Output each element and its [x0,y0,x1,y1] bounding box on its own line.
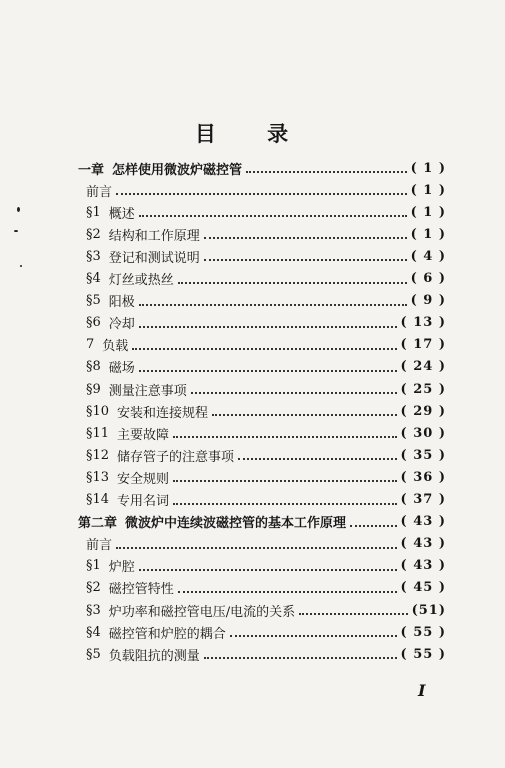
entry-page-number: (51) [411,602,446,618]
section-number: §1 [86,558,101,574]
section-number: §2 [86,226,101,242]
section-number: §2 [86,580,101,596]
toc-entry [86,533,446,555]
toc-entry [86,179,446,201]
dot-leader [139,370,397,372]
toc-entry [86,201,446,223]
entry-title: 登记和测试说明 [108,250,200,266]
entry-page-number: ( 43 ) [400,536,446,552]
dot-leader [139,215,407,217]
toc-entry [86,312,446,334]
entry-title: 安装和连接规程 [117,405,209,421]
dot-leader [350,525,397,527]
toc-entry [86,621,446,643]
toc-entry [86,466,446,488]
entry-title: 储存管子的注意事项 [117,449,235,465]
entry-title: 前言 [86,538,113,554]
entry-title: 结构和工作原理 [108,228,200,244]
entry-page-number: ( 30 ) [400,425,446,441]
entry-page-number: ( 45 ) [400,580,446,596]
section-number: §3 [86,602,101,618]
page-title: 目 录 [194,121,311,146]
section-number: §3 [86,248,101,264]
entry-page-number: ( 29 ) [400,403,446,419]
toc-entry [86,356,446,378]
dot-leader [191,392,397,394]
section-number: §1 [86,204,101,220]
entry-page-number: ( 36 ) [400,469,446,485]
dot-leader [139,326,397,328]
dot-leader [139,569,397,571]
entry-page-number: ( 55 ) [400,624,446,640]
entry-title: 负载阻抗的测量 [108,648,200,664]
section-number: §6 [86,315,101,331]
section-number: §5 [86,293,101,309]
dot-leader [246,171,407,173]
entry-title: 冷却 [108,317,135,333]
entry-title: 炉功率和磁控管电压/电流的关系 [108,604,296,620]
toc-entry [86,223,446,245]
section-number: §4 [86,271,101,286]
toc-entry [86,489,446,511]
scan-speck [17,207,20,212]
scan-speck [14,230,18,232]
section-number: §12 [86,447,110,463]
dot-leader [204,259,407,261]
entry-title: 磁场 [108,361,135,377]
entry-title: 概述 [108,206,135,222]
dot-leader [230,635,397,637]
toc-entry [86,422,446,444]
toc-entry [78,511,446,533]
entry-title: 主要故障 [117,427,170,443]
entry-page-number: ( 1 ) [410,226,446,242]
entry-title: 安全规则 [117,471,170,487]
toc-entry [86,643,446,665]
dot-leader [116,547,397,549]
dot-leader [132,348,396,350]
toc-entry [86,444,446,466]
entry-page-number: ( 1 ) [410,160,446,176]
entry-title: 专用名词 [117,494,170,509]
toc-entry [86,555,446,577]
dot-leader [173,503,396,505]
dot-leader [116,193,407,195]
entry-page-number: ( 25 ) [400,381,446,397]
entry-page-number: ( 6 ) [410,271,446,286]
section-number: §13 [86,469,110,485]
toc-entry [86,334,446,356]
section-number: 第二章 [78,516,118,532]
entry-title: 负载 [102,339,129,355]
toc-entry [86,290,446,312]
entry-page-number: ( 1 ) [410,204,446,220]
section-number: §4 [86,624,101,640]
section-number: §8 [86,359,101,375]
entry-page-number: ( 55 ) [400,646,446,662]
entry-title: 怎样使用微波炉磁控管 [112,162,243,178]
section-number: 一章 [78,162,105,178]
entry-title: 灯丝或热丝 [108,273,174,288]
entry-page-number: ( 24 ) [400,359,446,375]
entry-page-number: ( 43 ) [400,514,446,530]
entry-page-number: ( 17 ) [400,337,446,353]
dot-leader [173,436,396,438]
entry-title: 微波炉中连续波磁控管的基本工作原理 [125,516,347,532]
entry-title: 磁控管和炉腔的耦合 [108,626,226,642]
toc-entry [86,268,446,290]
section-number: §14 [86,492,110,507]
section-number: §10 [86,403,110,419]
dot-leader [238,458,396,460]
toc-entry [86,400,446,422]
section-number: §5 [86,646,101,662]
entry-page-number: ( 37 ) [400,492,446,507]
entry-page-number: ( 4 ) [410,248,446,264]
entry-title: 测量注意事项 [108,383,187,399]
dot-leader [173,480,396,482]
dot-leader [178,591,397,593]
entry-title: 阳极 [108,295,135,311]
toc-entry [86,378,446,400]
entry-page-number: ( 1 ) [410,182,446,198]
toc-entry [86,599,446,621]
entry-page-number: ( 35 ) [400,447,446,463]
page-number: I [418,681,426,700]
toc-entry [86,577,446,599]
entry-title: 磁控管特性 [108,582,174,598]
dot-leader [139,304,407,306]
section-number: 7 [86,337,95,353]
dot-leader [299,613,407,615]
dot-leader [204,657,397,659]
section-number: §11 [86,425,110,441]
entry-title: 炉腔 [108,560,135,576]
toc-entry [86,245,446,267]
dot-leader [204,237,407,239]
dot-leader [212,414,396,416]
entry-page-number: ( 13 ) [400,315,446,331]
dot-leader [178,282,407,284]
entry-title: 前言 [86,184,113,200]
section-number: §9 [86,381,101,397]
entry-page-number: ( 9 ) [410,293,446,309]
toc-entry [78,157,446,179]
scan-speck [20,265,22,267]
entry-page-number: ( 43 ) [400,558,446,574]
